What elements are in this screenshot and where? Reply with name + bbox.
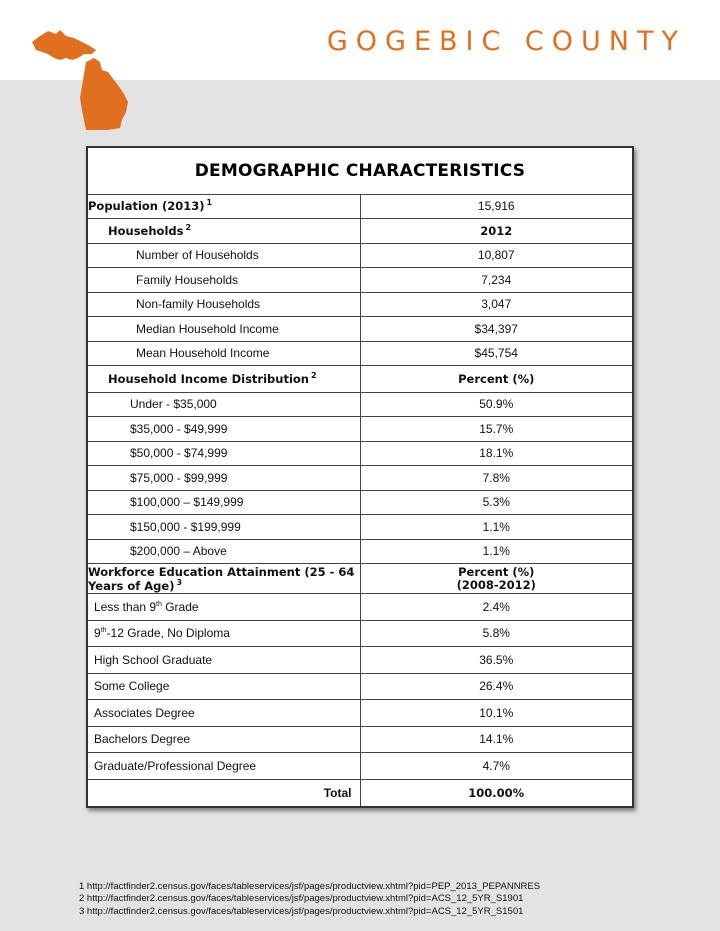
income-distribution-label: Household Income Distribution $^2$: [88, 366, 360, 393]
table-row-label: Under - $35,000: [88, 392, 360, 417]
table-title: DEMOGRAPHIC CHARACTERISTICS: [88, 148, 632, 194]
households-label: Households $^2$: [88, 219, 360, 244]
households-year: 2012: [360, 219, 632, 244]
income-percent-header: Percent (%): [360, 366, 632, 393]
footnotes: [79, 881, 540, 918]
footnote-1: 1 http://factfinder2.census.gov/faces/tableservices/jsf/pages/productview.xhtml?pid=PEP_2013_PEPANNRES: [79, 881, 541, 892]
education-label: Workforce Education Attainment (25 - 64 Years of Age) $^3$: [88, 564, 360, 594]
table-row-value: $45,754: [360, 341, 632, 366]
table-row-label: Associates Degree: [88, 700, 360, 727]
table-row-value: 1.1%: [360, 515, 632, 540]
table-row-label: Bachelors Degree: [88, 726, 360, 753]
table-row-value: 7.8%: [360, 466, 632, 491]
table-row-value: 15.7%: [360, 417, 632, 442]
table-row-value: 5.3%: [360, 490, 632, 515]
table-row-label: Non-family Households: [88, 292, 360, 317]
table-row-value: 1.1%: [360, 539, 632, 564]
table-row-label: Family Households: [88, 268, 360, 293]
table-row-value: 3,047: [360, 292, 632, 317]
footnote-3: 3 http://factfinder2.census.gov/faces/tableservices/jsf/pages/productview.xhtml?pid=ACS_12_5YR_S1501: [79, 905, 524, 917]
population-value: 15,916: [360, 194, 632, 219]
table-row-value: 14.1%: [360, 726, 632, 753]
table-row-value: 50.9%: [360, 392, 632, 417]
table-row-label: Number of Households: [88, 243, 360, 268]
table-row-label: 9th-12 Grade, No Diploma: [88, 620, 360, 647]
table-row-value: 10.1%: [360, 700, 632, 727]
table-row-value: 10,807: [360, 243, 632, 268]
table-row-label: $50,000 - $74,999: [88, 441, 360, 466]
table-row-value: 4.7%: [360, 753, 632, 780]
footnote-2: 2 http://factfinder2.census.gov/faces/tableservices/jsf/pages/productview.xhtml?pid=ACS_12_5YR_S1901: [79, 893, 524, 905]
table-row-label: High School Graduate: [88, 647, 360, 674]
table-row-value: $34,397: [360, 317, 632, 342]
education-percent-header: Percent (%) (2008-2012): [360, 564, 632, 594]
population-label: Population (2013) $^1$: [88, 194, 360, 219]
michigan-map-icon: [30, 28, 134, 132]
table-row-label: Median Household Income: [88, 317, 360, 342]
table-row-label: Graduate/Professional Degree: [88, 753, 360, 780]
table-row-label: $100,000 – $149,999: [88, 490, 360, 515]
table-row-label: $35,000 - $49,999: [88, 417, 360, 442]
table-row-value: 5.8%: [360, 620, 632, 647]
total-value: 100.00%: [360, 779, 632, 806]
table-row-label: Less than 9th Grade: [88, 594, 360, 621]
table-row-value: 36.5%: [360, 647, 632, 674]
table-row-label: $150,000 - $199,999: [88, 515, 360, 540]
table-row-label: Some College: [88, 673, 360, 700]
table-row-value: 2.4%: [360, 594, 632, 621]
table-row-value: 18.1%: [360, 441, 632, 466]
table-row-label: $75,000 - $99,999: [88, 466, 360, 491]
table-row-label: $200,000 – Above: [88, 539, 360, 564]
table-row-value: 26.4%: [360, 673, 632, 700]
demographic-table: [86, 146, 634, 808]
table-row-value: 7,234: [360, 268, 632, 293]
table-row-label: Mean Household Income: [88, 341, 360, 366]
total-label: Total: [323, 785, 352, 800]
county-title: GOGEBIC COUNTY: [326, 26, 686, 57]
